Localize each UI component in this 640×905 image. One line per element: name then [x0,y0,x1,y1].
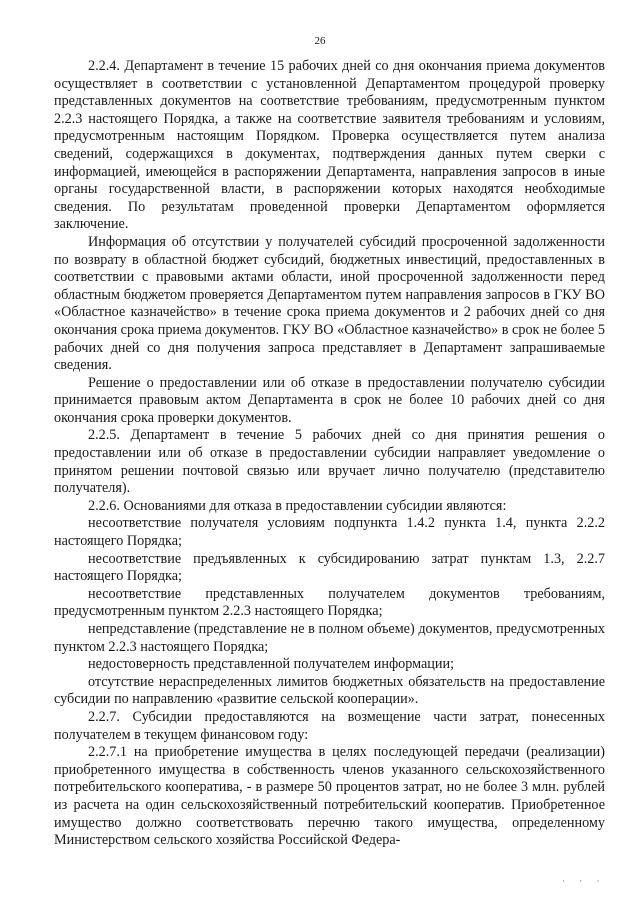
paragraph-decision: Решение о предоставлении или об отказе в предоставлении получателю субсидии принимается правовым актом Департамента в срок не более 10 рабочих дней со дня окончания срока проверки документов. [54,374,605,426]
paragraph-2-2-7-1: 2.2.7.1 на приобретение имущества в целях последующей передачи (реализации) приобретенного имущества в собственность членов указанного сельскохозяйственного потребительского кооператива, - в размере 50 процентов затрат, но не более 3 млн. рублей из расчета на один сельскохозяйственный потребительский кооператив. Приобретенное имущество должно соответствовать перечню такого имущества, определенному Министерством сельского хозяйства Российской Федера- [54,744,605,849]
paragraph-2-2-5: 2.2.5. Департамент в течение 5 рабочих дней со дня принятия решения о предоставлении или об отказе в предоставлении субсидии направляет уведомление о принятом решении почтовой связью или вручает лично получателю (представителю получателя). [54,427,605,497]
refusal-ground-6: отсутствие нераспределенных лимитов бюджетных обязательств на предоставление субсидии по направлению «развитие сельской кооперации». [54,673,605,708]
refusal-ground-2: несоответствие предъявленных к субсидированию затрат пунктам 1.3, 2.2.7 настоящего Порядка; [54,550,605,585]
refusal-ground-1: несоответствие получателя условиям подпункта 1.4.2 пункта 1.4, пункта 2.2.2 настоящего Порядка; [54,515,605,550]
paragraph-2-2-6: 2.2.6. Основаниями для отказа в предоставлении субсидии являются: [88,497,507,514]
paragraph-debt-info: Информация об отсутствии у получателей субсидий просроченной задолженности по возврату в областной бюджет субсидий, бюджетных инвестиций, предоставленных в соответствии с правовыми актами области, иной просроченной задолженности перед областным бюджетом проверяется Департаментом путем направления запросов в ГКУ ВО «Областное казначейство» в течение срока приема документов и 2 рабочих дней со дня окончания срока приема документов. ГКУ ВО «Областное казначейство» в срок не более 5 рабочих дней со дня получения запроса представляет в Департамент запрашиваемые сведения. [54,233,605,374]
paragraph-2-2-7: 2.2.7. Субсидии предоставляются на возмещение части затрат, понесенных получателем в текущем финансовом году: [54,708,605,743]
refusal-ground-4: непредставление (представление не в полном объеме) документов, предусмотренных пунктом 2.2.3 настоящего Порядка; [54,621,605,655]
document-body [54,58,605,850]
refusal-ground-3: несоответствие представленных получателем документов требованиям, предусмотренным пунктом 2.2.3 настоящего Порядка; [54,585,605,620]
page-number: 26 [314,35,326,47]
scan-marks: · · · [562,876,606,886]
refusal-ground-5: недостоверность представленной получателем информации; [88,656,455,673]
paragraph-2-2-4: 2.2.4. Департамент в течение 15 рабочих дней со дня окончания приема документов осуществляет в соответствии с установленной Департаментом процедурой проверку представленных документов на соответствие требованиям, предусмотренным пунктом 2.2.3 настоящего Порядка, а также на соответствие заявителя требованиям и условиям, предусмотренным настоящим Порядком. Проверка осуществляется путем анализа сведений, содержащихся в документах, подтверждения данных путем сверки с информацией, имеющейся в распоряжении Департамента, направления запросов в иные органы государственной власти, в распоряжении которых находятся необходимые сведения. По результатам проведенной проверки Департаментом оформляется заключение. [54,58,605,233]
